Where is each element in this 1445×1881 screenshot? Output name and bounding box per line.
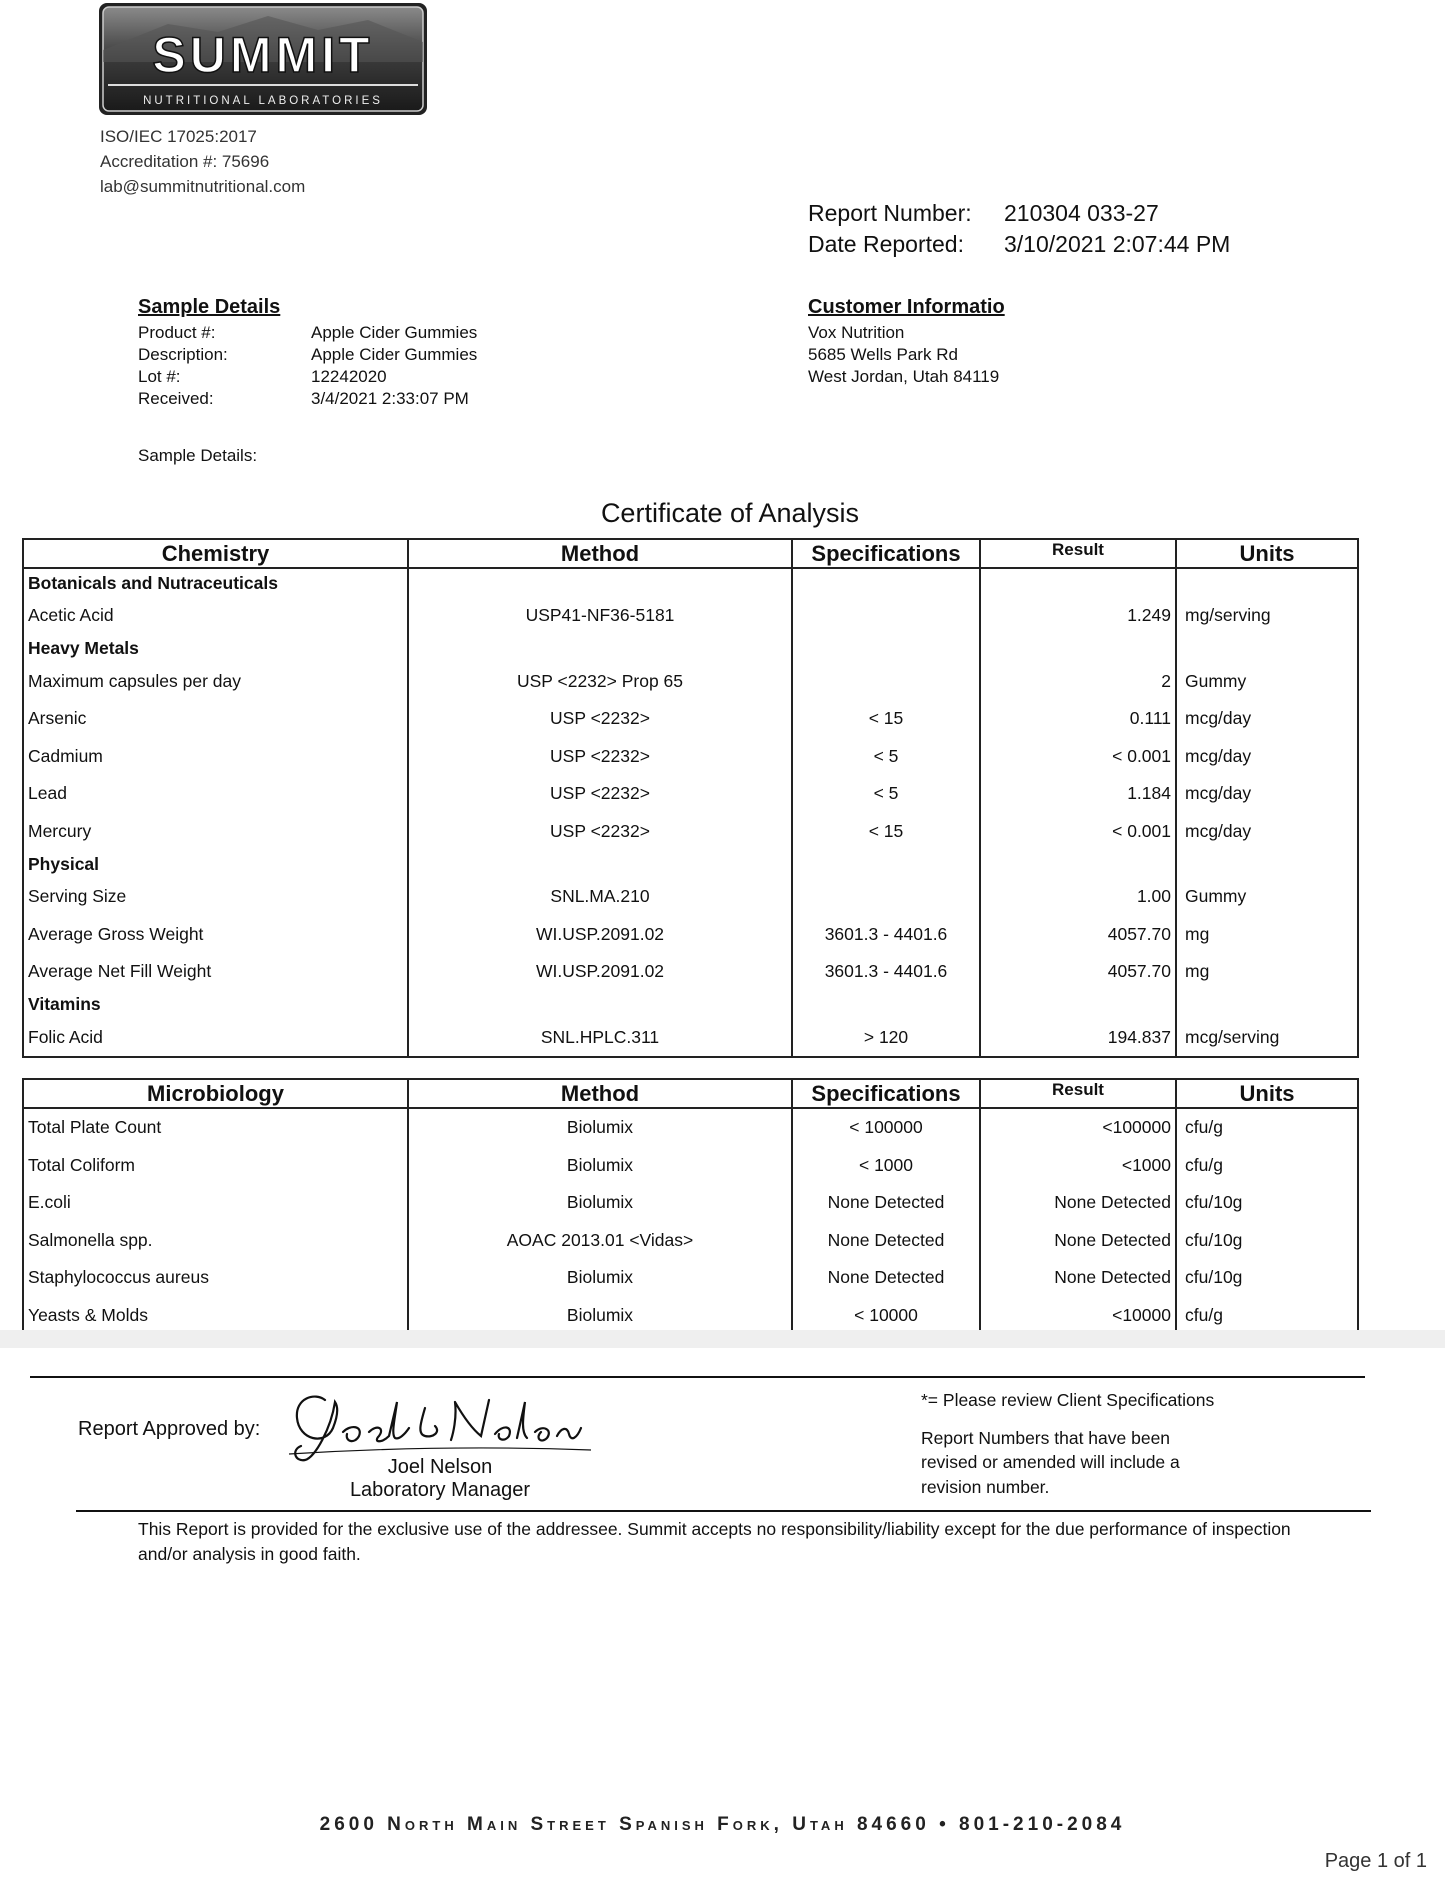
sample-key: Lot #:: [138, 367, 181, 386]
column-header: Chemistry: [23, 539, 408, 568]
sample-details-label: Sample Details:: [138, 446, 258, 465]
method-cell: Biolumix: [408, 1108, 792, 1147]
sample-value: Apple Cider Gummies: [311, 323, 478, 342]
units-cell: mcg/day: [1176, 775, 1358, 813]
category-row: [23, 568, 1358, 597]
analyte-cell: Botanicals and Nutraceuticals: [23, 568, 408, 597]
column-header: Specifications: [792, 1079, 980, 1108]
spec-cell: [792, 568, 980, 597]
result-cell: 4057.70: [980, 916, 1176, 954]
iso-standard: ISO/IEC 17025:2017: [100, 127, 257, 146]
date-reported: 3/10/2021 2:07:44 PM: [1004, 231, 1231, 257]
page-number: Page 1 of 1: [1324, 1850, 1427, 1872]
column-header: Units: [1176, 1079, 1358, 1108]
units-cell: cfu/g: [1176, 1108, 1358, 1147]
method-cell: SNL.HPLC.311: [408, 1019, 792, 1058]
units-cell: [1176, 568, 1358, 597]
sample-value: 3/4/2021 2:33:07 PM: [311, 389, 469, 408]
spec-cell: None Detected: [792, 1184, 980, 1222]
spec-cell: [792, 878, 980, 916]
chemistry-table: [22, 538, 1359, 1058]
sample-value: 12242020: [311, 367, 387, 386]
result-cell: [980, 850, 1176, 878]
method-cell: Biolumix: [408, 1297, 792, 1336]
spec-cell: < 1000: [792, 1147, 980, 1185]
result-cell: None Detected: [980, 1184, 1176, 1222]
method-cell: SNL.MA.210: [408, 878, 792, 916]
units-cell: [1176, 850, 1358, 878]
spec-cell: [792, 850, 980, 878]
analyte-cell: Salmonella spp.: [23, 1222, 408, 1260]
microbiology-table: [22, 1078, 1359, 1336]
result-cell: 1.00: [980, 878, 1176, 916]
column-header: Specifications: [792, 539, 980, 568]
analyte-cell: Maximum capsules per day: [23, 663, 408, 701]
result-cell: 194.837: [980, 1019, 1176, 1058]
analyte-cell: Average Gross Weight: [23, 916, 408, 954]
method-cell: Biolumix: [408, 1147, 792, 1185]
method-cell: [408, 568, 792, 597]
units-cell: cfu/10g: [1176, 1259, 1358, 1297]
analyte-cell: Total Plate Count: [23, 1108, 408, 1147]
result-cell: None Detected: [980, 1259, 1176, 1297]
lab-info: [100, 124, 305, 199]
analyte-cell: Mercury: [23, 813, 408, 851]
result-cell: <100000: [980, 1108, 1176, 1147]
units-cell: cfu/10g: [1176, 1222, 1358, 1260]
sample-details: [138, 296, 477, 410]
customer-info-title: Customer Informatio: [808, 296, 1005, 318]
note-line: Report Numbers that have been: [921, 1427, 1171, 1448]
spec-cell: 3601.3 - 4401.6: [792, 953, 980, 991]
report-number-label: Report Number:: [808, 200, 972, 226]
units-cell: mcg/serving: [1176, 1019, 1358, 1058]
separator-band: [0, 1330, 1445, 1348]
spec-cell: < 15: [792, 813, 980, 851]
signatory-title: Laboratory Manager: [349, 1479, 531, 1501]
table-row: [23, 1184, 1358, 1222]
method-cell: WI.USP.2091.02: [408, 916, 792, 954]
spec-cell: None Detected: [792, 1222, 980, 1260]
units-cell: mg: [1176, 953, 1358, 991]
date-reported-label: Date Reported:: [808, 231, 964, 257]
analyte-cell: Physical: [23, 850, 408, 878]
units-cell: cfu/g: [1176, 1297, 1358, 1336]
approved-by-label: Report Approved by:: [78, 1418, 261, 1440]
result-cell: < 0.001: [980, 813, 1176, 851]
result-cell: <10000: [980, 1297, 1176, 1336]
column-header: Microbiology: [23, 1079, 408, 1108]
method-cell: USP <2232>: [408, 738, 792, 776]
analyte-cell: Staphylococcus aureus: [23, 1259, 408, 1297]
result-cell: 1.184: [980, 775, 1176, 813]
result-cell: < 0.001: [980, 738, 1176, 776]
units-cell: [1176, 635, 1358, 663]
spec-cell: [792, 635, 980, 663]
spec-cell: < 5: [792, 738, 980, 776]
units-cell: mg: [1176, 916, 1358, 954]
table-row: [23, 916, 1358, 954]
analyte-cell: Yeasts & Molds: [23, 1297, 408, 1336]
analyte-cell: Average Net Fill Weight: [23, 953, 408, 991]
category-row: [23, 850, 1358, 878]
method-cell: WI.USP.2091.02: [408, 953, 792, 991]
spec-cell: [792, 991, 980, 1019]
table-row: [23, 1259, 1358, 1297]
method-cell: [408, 991, 792, 1019]
units-cell: mcg/day: [1176, 700, 1358, 738]
spec-cell: < 15: [792, 700, 980, 738]
table-row: [23, 1147, 1358, 1185]
column-header: Result: [980, 1079, 1176, 1108]
table-row: [23, 700, 1358, 738]
units-cell: cfu/10g: [1176, 1184, 1358, 1222]
note-line: revised or amended will include a: [921, 1452, 1180, 1472]
analyte-cell: Arsenic: [23, 700, 408, 738]
method-cell: Biolumix: [408, 1259, 792, 1297]
customer-info: [808, 296, 1005, 388]
table-row: [23, 597, 1358, 635]
method-cell: USP <2232>: [408, 813, 792, 851]
signatory-name: Joel Nelson: [387, 1456, 493, 1478]
result-cell: [980, 991, 1176, 1019]
category-row: [23, 991, 1358, 1019]
analyte-cell: Heavy Metals: [23, 635, 408, 663]
analyte-cell: Serving Size: [23, 878, 408, 916]
analyte-cell: Total Coliform: [23, 1147, 408, 1185]
spec-cell: [792, 597, 980, 635]
divider: [76, 1510, 1371, 1512]
table-row: [23, 953, 1358, 991]
table-row: [23, 1108, 1358, 1147]
spec-cell: 3601.3 - 4401.6: [792, 916, 980, 954]
method-cell: USP <2232>: [408, 775, 792, 813]
result-cell: <1000: [980, 1147, 1176, 1185]
units-cell: mg/serving: [1176, 597, 1358, 635]
disclaimer: This Report is provided for the exclusive use of the addressee. Summit accepts no responsibility/liability except for the due performance of inspection and/or analysis in good faith.: [138, 1519, 1291, 1564]
table-row: [23, 878, 1358, 916]
report-notes: [921, 1388, 1214, 1499]
logo-text: SUMMIT: [152, 27, 374, 83]
column-header: Method: [408, 539, 792, 568]
analyte-cell: E.coli: [23, 1184, 408, 1222]
category-row: [23, 635, 1358, 663]
method-cell: AOAC 2013.01 <Vidas>: [408, 1222, 792, 1260]
method-cell: USP41-NF36-5181: [408, 597, 792, 635]
method-cell: USP <2232>: [408, 700, 792, 738]
units-cell: Gummy: [1176, 663, 1358, 701]
table-row: [23, 1019, 1358, 1058]
result-cell: 4057.70: [980, 953, 1176, 991]
units-cell: mcg/day: [1176, 738, 1358, 776]
logo-subtitle: NUTRITIONAL LABORATORIES: [143, 95, 383, 107]
spec-cell: < 10000: [792, 1297, 980, 1336]
analyte-cell: Lead: [23, 775, 408, 813]
customer-street: 5685 Wells Park Rd: [808, 345, 958, 364]
sample-key: Received:: [138, 389, 214, 408]
table-row: [23, 738, 1358, 776]
table-row: [23, 1222, 1358, 1260]
method-cell: USP <2232> Prop 65: [408, 663, 792, 701]
column-header: Units: [1176, 539, 1358, 568]
result-cell: 0.111: [980, 700, 1176, 738]
table-row: [23, 663, 1358, 701]
result-cell: None Detected: [980, 1222, 1176, 1260]
sample-key: Description:: [138, 345, 228, 364]
method-cell: Biolumix: [408, 1184, 792, 1222]
summit-logo: [98, 2, 428, 116]
spec-cell: None Detected: [792, 1259, 980, 1297]
accreditation: Accreditation #: 75696: [100, 152, 270, 171]
analyte-cell: Folic Acid: [23, 1019, 408, 1058]
sample-value: Apple Cider Gummies: [311, 345, 478, 364]
result-cell: 2: [980, 663, 1176, 701]
method-cell: [408, 850, 792, 878]
report-meta: [808, 198, 1230, 260]
table-row: [23, 775, 1358, 813]
sample-key: Product #:: [138, 323, 216, 342]
lab-address: 2600 North Main Street Spanish Fork, Utah 84660 • 801-210-2084: [319, 1814, 1126, 1835]
lab-email: lab@summitnutritional.com: [100, 177, 306, 196]
spec-cell: > 120: [792, 1019, 980, 1058]
spec-cell: [792, 663, 980, 701]
sample-details-title: Sample Details: [138, 296, 281, 318]
customer-name: Vox Nutrition: [808, 323, 905, 342]
spec-cell: < 5: [792, 775, 980, 813]
customer-city: West Jordan, Utah 84119: [808, 367, 1000, 386]
units-cell: mcg/day: [1176, 813, 1358, 851]
result-cell: [980, 568, 1176, 597]
result-cell: 1.249: [980, 597, 1176, 635]
report-number: 210304 033-27: [1004, 200, 1159, 226]
spec-cell: < 100000: [792, 1108, 980, 1147]
column-header: Result: [980, 539, 1176, 568]
certificate-title: Certificate of Analysis: [600, 498, 860, 528]
table-row: [23, 813, 1358, 851]
method-cell: [408, 635, 792, 663]
units-cell: [1176, 991, 1358, 1019]
analyte-cell: Cadmium: [23, 738, 408, 776]
note-line: *= Please review Client Specifications: [921, 1390, 1215, 1410]
units-cell: cfu/g: [1176, 1147, 1358, 1185]
signatory: [300, 1456, 580, 1502]
result-cell: [980, 635, 1176, 663]
analyte-cell: Acetic Acid: [23, 597, 408, 635]
divider: [30, 1376, 1365, 1378]
analyte-cell: Vitamins: [23, 991, 408, 1019]
units-cell: Gummy: [1176, 878, 1358, 916]
note-line: revision number.: [921, 1476, 1050, 1497]
column-header: Method: [408, 1079, 792, 1108]
